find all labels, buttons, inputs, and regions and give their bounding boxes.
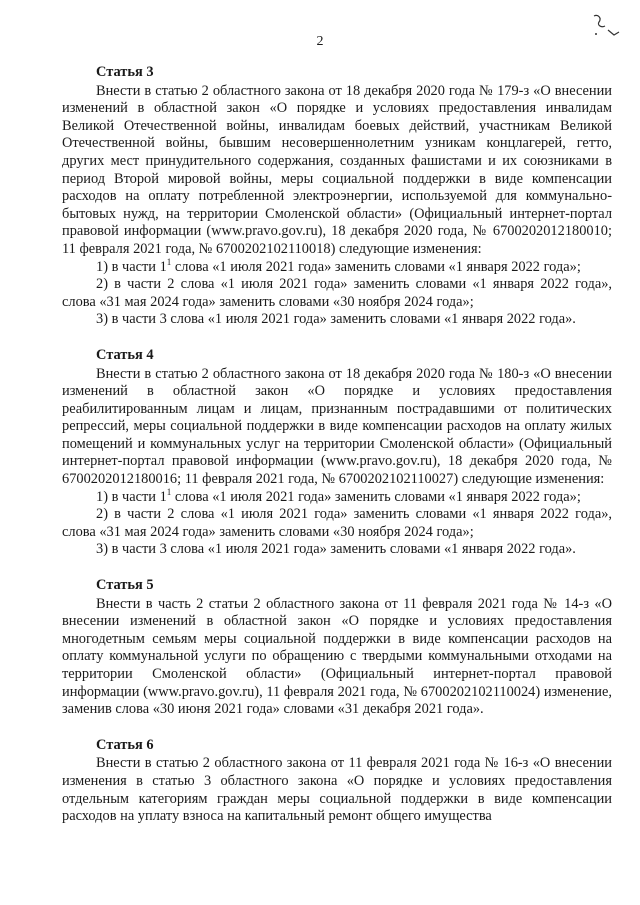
article-item: 1) в части $1^1$ слова «1 июля 2021 года» заменить словами «1 января 2022 года»; xyxy=(96,256,581,275)
article-6 xyxy=(62,737,612,826)
article-text: Внести в статью 2 областного закона от 11 февраля 2021 года № 16-з «О внесении изменения в статью 3 областного закона «О порядке и условиях предоставления отдельным категориям граждан меры социальной поддержки в виде компенсации расходов на уплату взноса на капитальный ремонт общего имущества xyxy=(62,755,612,825)
article-5 xyxy=(62,577,612,719)
article-text: Внести в статью 2 областного закона от 18 декабря 2020 года № 180-з «О внесении изменений в областной закон «О порядке и условиях предоставления реабилитированным лицам и лицам, признанным пострадавшими от политических репрессий, меры социальной поддержки в виде компенсации расходов на оплату жилых помещений и коммунальных услуг на территории Смоленской области» (Официальный интернет-портал правовой информации (www.pravo.gov.ru), 18 декабря 2020 года, № 6700202012180016; 11 февраля 2021 года, № 6700202102110027) следующие изменения: xyxy=(62,365,612,488)
article-item: 3) в части 3 слова «1 июля 2021 года» заменить словами «1 января 2022 года». xyxy=(96,311,576,328)
article-title: Статья 5 xyxy=(96,577,154,594)
article-title: Статья 6 xyxy=(96,736,154,753)
document-body xyxy=(62,64,612,844)
article-text: Внести в часть 2 статьи 2 областного закона от 11 февраля 2021 года № 14-з «О внесении изменений в областной закон «О порядке и условиях предоставления многодетным семьям меры социальной поддержки в виде компенсации расходов на оплату коммунальной услуги по обращению с твердыми коммунальными отходами на территории Смоленской области» (Официальный интернет-портал правовой информации (www.pravo.gov.ru), 11 февраля 2021 года, № 6700202102110024) изменение, заменив слова «30 июня 2021 года» словами «31 декабря 2021 года». xyxy=(62,595,612,718)
article-item: 2) в части 2 слова «1 июля 2021 года» заменить словами «1 января 2022 года», слова «31 мая 2024 года» заменить словами «30 ноября 2024 года»; xyxy=(62,276,612,310)
article-title: Статья 4 xyxy=(96,346,154,363)
article-item: 1) в части $1^1$ слова «1 июля 2021 года» заменить словами «1 января 2022 года»; xyxy=(96,486,581,505)
article-title: Статья 3 xyxy=(96,64,154,80)
handwritten-mark-icon xyxy=(588,10,624,42)
article-text: Внести в статью 2 областного закона от 18 декабря 2020 года № 179-з «О внесении изменений в областной закон «О порядке и условиях предоставления инвалидам Великой Отечественной войны, инвалидам боевых действий, участникам Великой Отечественной войны, бывшим несовершеннолетним узникам концлагерей, гетто, других мест принудительного содержания, созданных фашистами и их союзниками в период Второй мировой войны, меры социальной поддержки в виде компенсации расходов на оплату потребленной электроэнергии, используемой для коммунально-бытовых нужд, на территории Смоленской области» (Официальный интернет-портал правовой информации (www.pravo.gov.ru), 18 декабря 2020 года, № 6700202012180010; 11 февраля 2021 года, № 6700202102110018) следующие изменения: xyxy=(62,82,612,257)
article-item: 2) в части 2 слова «1 июля 2021 года» заменить словами «1 января 2022 года», слова «31 мая 2024 года» заменить словами «30 ноября 2024 года»; xyxy=(62,506,612,540)
article-3 xyxy=(62,64,612,329)
article-4 xyxy=(62,347,612,559)
article-item: 3) в части 3 слова «1 июля 2021 года» заменить словами «1 января 2022 года». xyxy=(96,541,576,558)
page-number: 2 xyxy=(316,34,324,49)
